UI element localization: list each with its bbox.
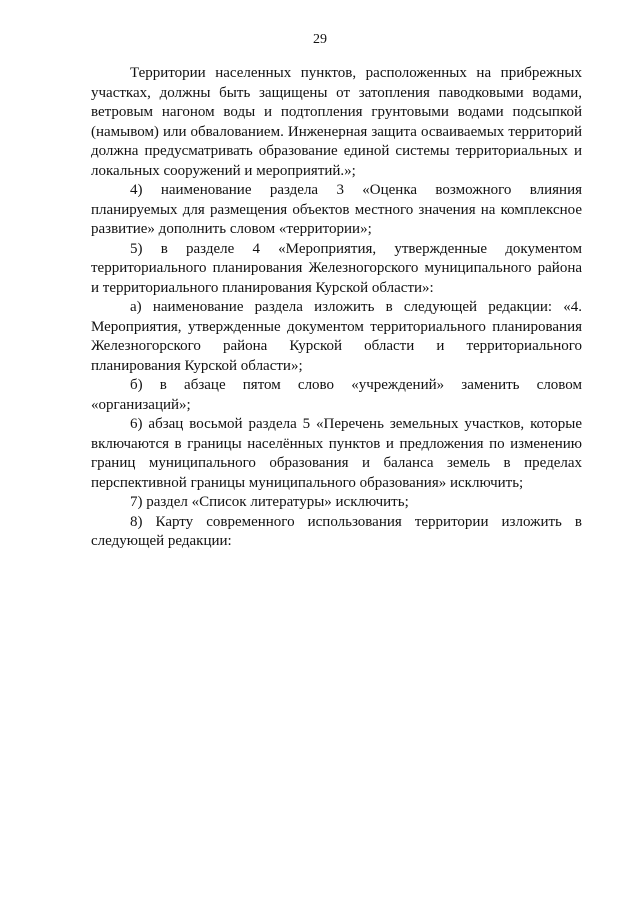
paragraph-item-5: 5) в разделе 4 «Мероприятия, утвержденные документом территориального планирования Железногорского муниципального района и территориального планирования Курской области»: — [91, 240, 582, 296]
document-body — [91, 64, 582, 552]
page-number: 29 — [313, 32, 327, 47]
paragraph-flood-protection: Территории населенных пунктов, расположенных на прибрежных участках, должны быть защищены от затопления паводковыми водами, ветровым нагоном воды и подтопления грунтовыми водами подсыпкой (намывом) или обвалованием. Инженерная защита осваиваемых территорий должна предусматривать образование единой системы территориальных и локальных сооружений и мероприятий.»; — [91, 65, 582, 179]
paragraph-item-8: 8) Карту современного использования территории изложить в следующей редакции: — [91, 513, 582, 549]
paragraph-item-6: 6) абзац восьмой раздела 5 «Перечень земельных участков, которые включаются в границы населённых пунктов и предложения по изменению границ муниципального образования и баланса земель в пределах перспективной границы муниципального образования» исключить; — [91, 416, 582, 491]
paragraph-subitem-a: а) наименование раздела изложить в следующей редакции: «4. Мероприятия, утвержденные документом территориального планирования Железногорского района Курской области и территориального планирования Курской области»; — [91, 299, 582, 374]
paragraph-item-4: 4) наименование раздела 3 «Оценка возможного влияния планируемых для размещения объектов местного значения на комплексное развитие» дополнить словом «территории»; — [91, 182, 582, 237]
paragraph-subitem-b: б) в абзаце пятом слово «учреждений» заменить словом «организаций»; — [91, 377, 582, 413]
paragraph-item-7: 7) раздел «Список литературы» исключить; — [130, 494, 409, 510]
